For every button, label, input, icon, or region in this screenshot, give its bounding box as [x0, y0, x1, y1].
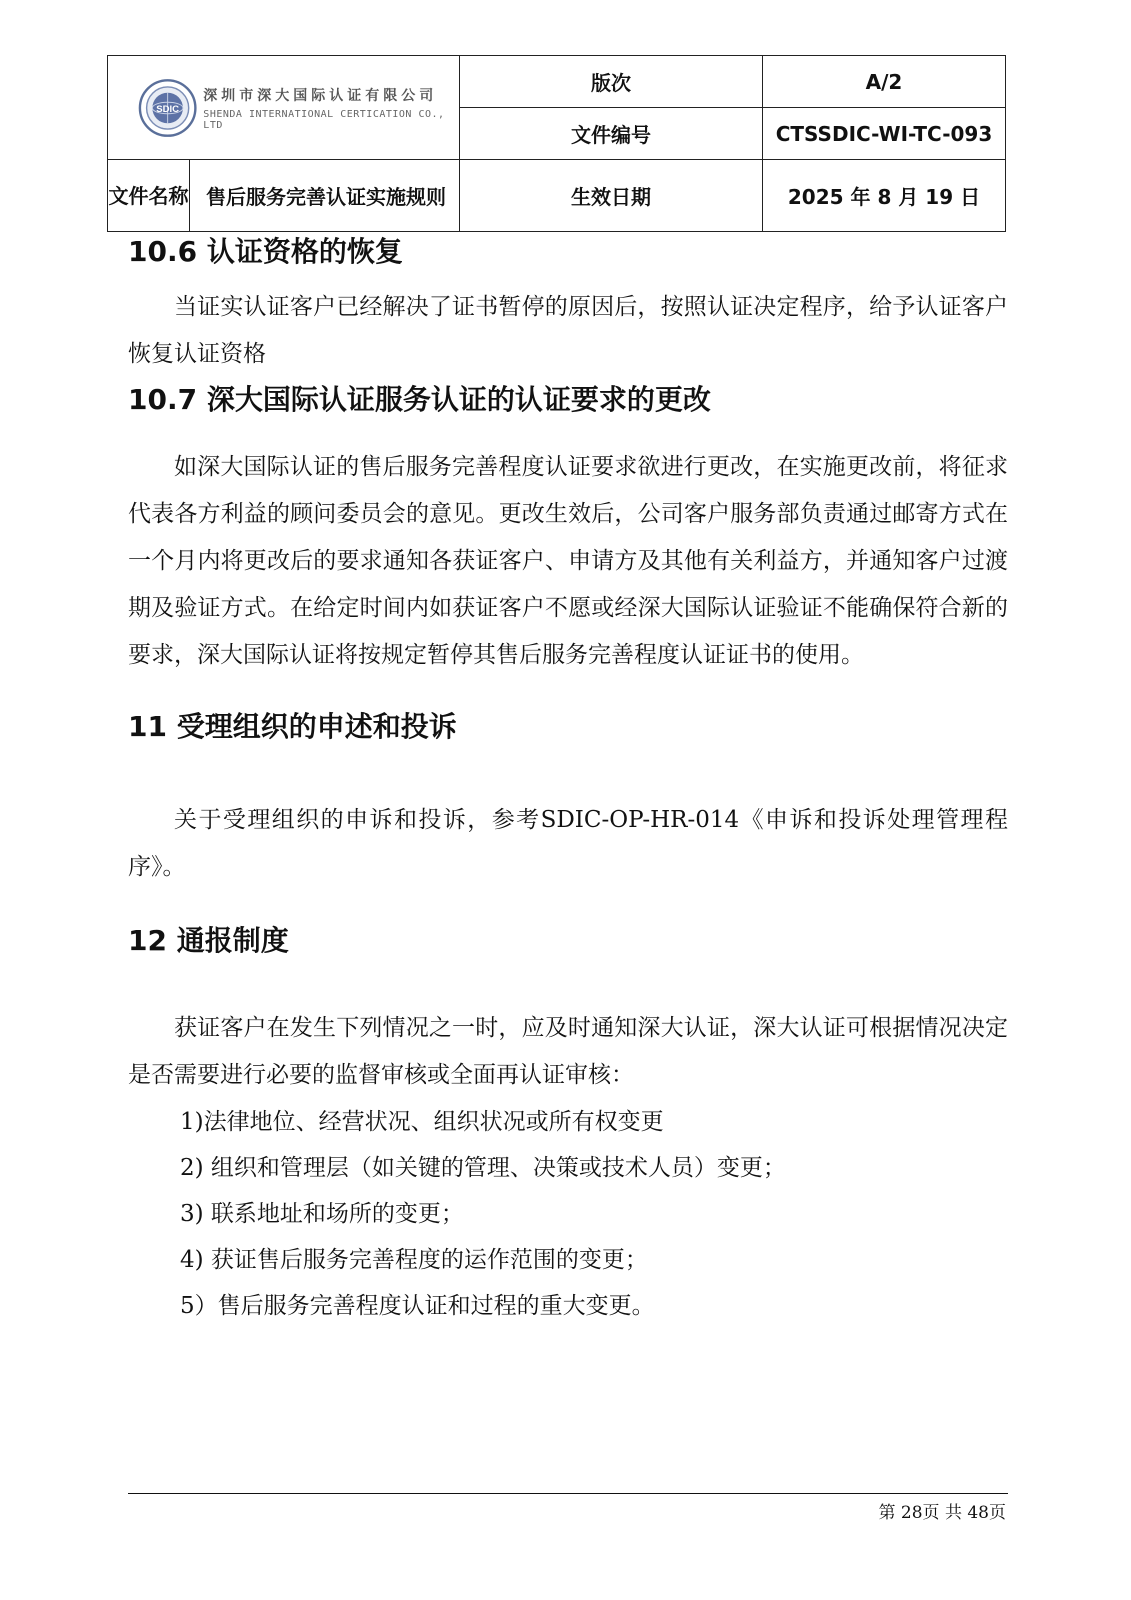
document-header-table	[107, 55, 1006, 232]
doc-name-label: 文件名称	[108, 160, 190, 232]
document-body	[128, 230, 1008, 1329]
effective-date-value: 2025 年 8 月 19 日	[763, 160, 1006, 232]
section-heading-10-6: 10.6 认证资格的恢复	[128, 235, 403, 268]
list-item: 5）售后服务完善程度认证和过程的重大变更。	[180, 1293, 655, 1319]
section-heading-12: 12 通报制度	[128, 924, 289, 957]
paragraph: 获证客户在发生下列情况之一时，应及时通知深大认证，深大认证可根据情况决定是否需要进行必要的监督审核或全面再认证审核：	[128, 1015, 1008, 1088]
list-item: 3) 联系地址和场所的变更；	[180, 1201, 464, 1227]
doc-number-label: 文件编号	[460, 108, 763, 160]
version-label: 版次	[460, 56, 763, 108]
effective-date-label: 生效日期	[460, 160, 763, 232]
doc-number-value: CTSSDIC-WI-TC-093	[763, 108, 1006, 160]
footer-divider	[128, 1493, 1008, 1494]
list-item: 2) 组织和管理层（如关键的管理、决策或技术人员）变更；	[180, 1155, 786, 1181]
paragraph: 如深大国际认证的售后服务完善程度认证要求欲进行更改，在实施更改前，将征求代表各方利益的顾问委员会的意见。更改生效后，公司客户服务部负责通过邮寄方式在一个月内将更改后的要求通知各获证客户、申请方及其他有关利益方，并通知客户过渡期及验证方式。在给定时间内如获证客户不愿或经深大国际认证验证不能确保符合新的要求，深大国际认证将按规定暂停其售后服务完善程度认证证书的使用。	[128, 454, 1008, 668]
company-logo-cell	[108, 56, 460, 160]
company-name-cn: 深圳市深大国际认证有限公司	[203, 87, 438, 104]
paragraph: 关于受理组织的申诉和投诉，参考SDIC-OP-HR-014《申诉和投诉处理管理程序》。	[128, 807, 1008, 880]
doc-name-value: 售后服务完善认证实施规则	[190, 160, 460, 232]
version-value: A/2	[763, 56, 1006, 108]
section-heading-10-7: 10.7 深大国际认证服务认证的认证要求的更改	[128, 383, 711, 416]
list-item: 1)法律地位、经营状况、组织状况或所有权变更	[180, 1109, 664, 1135]
company-name-en: SHENDA INTERNATIONAL CERTICATION CO., LTD	[203, 108, 445, 131]
list-item: 4) 获证售后服务完善程度的运作范围的变更；	[180, 1247, 648, 1273]
paragraph: 当证实认证客户已经解决了证书暂停的原因后，按照认证决定程序，给予认证客户恢复认证资格	[128, 294, 1008, 367]
page-number: 第 28页 共 48页	[878, 1503, 1006, 1523]
company-seal-logo	[138, 77, 197, 139]
section-heading-11: 11 受理组织的申述和投诉	[128, 710, 457, 743]
svg-text:SDIC: SDIC	[156, 103, 180, 115]
